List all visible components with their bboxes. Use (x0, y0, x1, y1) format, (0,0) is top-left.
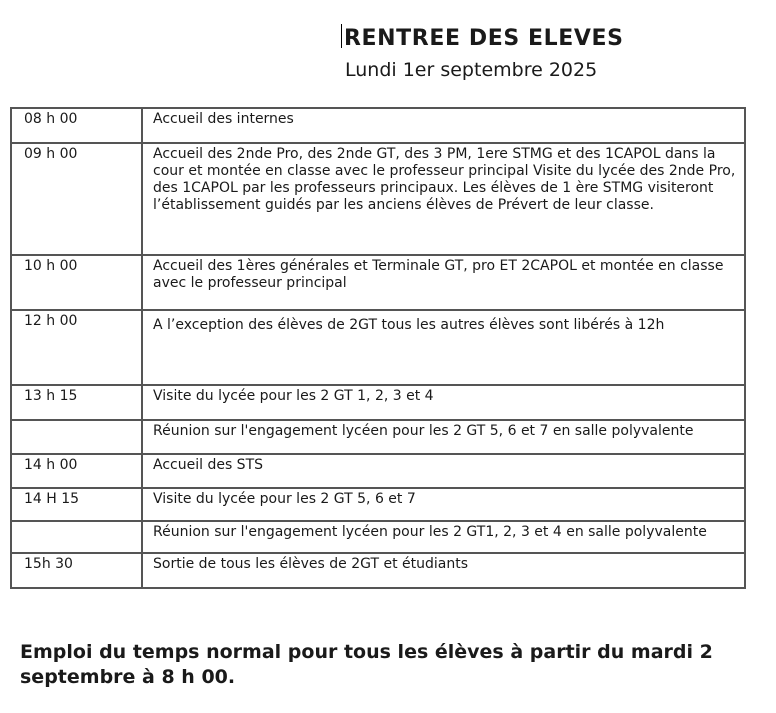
time-cell (11, 488, 142, 521)
activity-text: A l’exception des élèves de 2GT tous les autres élèves sont libérés à 12h (153, 317, 665, 333)
activity-cell (142, 255, 745, 310)
activity-cell (142, 385, 745, 420)
activity-cell (142, 108, 745, 143)
schedule-row (11, 420, 745, 454)
schedule-table (10, 107, 746, 589)
activity-text: Visite du lycée pour les 2 GT 1, 2, 3 et 4 (153, 388, 434, 404)
schedule-row (11, 521, 745, 553)
time-cell (11, 553, 142, 588)
activity-text: Réunion sur l'engagement lycéen pour les 2 GT 5, 6 et 7 en salle polyvalente (153, 423, 694, 439)
time-cell (11, 310, 142, 385)
time-cell (11, 385, 142, 420)
schedule-row (11, 553, 745, 588)
time-text: 13 h 15 (24, 388, 78, 404)
text-cursor (341, 24, 342, 48)
activity-cell (142, 454, 745, 488)
schedule-row (11, 454, 745, 488)
time-cell (11, 108, 142, 143)
time-text (24, 522, 141, 524)
activity-text: Accueil des 2nde Pro, des 2nde GT, des 3 PM, 1ere STMG et des 1CAPOL dans la cour et montée en classe avec le professeur principal Visite du lycée des 2nde Pro, des 1CAPOL par les professeurs principaux. Les élèves de 1 ère STMG visiteront l’établissement guidés par les anciens élèves de Prévert de leur classe. (153, 146, 736, 213)
activity-cell (142, 521, 745, 553)
time-cell (11, 143, 142, 255)
title-text: RENTREE DES ELEVES (344, 26, 624, 51)
time-cell (11, 521, 142, 553)
activity-text: Sortie de tous les élèves de 2GT et étudiants (153, 556, 469, 572)
time-cell (11, 255, 142, 310)
time-text: 12 h 00 (24, 313, 78, 329)
activity-text: Réunion sur l'engagement lycéen pour les 2 GT1, 2, 3 et 4 en salle polyvalente (153, 524, 707, 540)
schedule-row (11, 310, 745, 385)
activity-cell (142, 310, 745, 385)
time-text: 09 h 00 (24, 146, 78, 162)
schedule-row (11, 488, 745, 521)
time-text: 10 h 00 (24, 258, 78, 274)
activity-text: Accueil des internes (153, 111, 294, 127)
schedule-row (11, 108, 745, 143)
schedule-row (11, 255, 745, 310)
activity-text: Accueil des STS (153, 457, 264, 473)
page-date: Lundi 1er septembre 2025 (345, 59, 598, 81)
page-title (341, 24, 624, 51)
activity-cell (142, 488, 745, 521)
time-text: 14 h 00 (24, 457, 78, 473)
footer-note: Emploi du temps normal pour tous les élèves à partir du mardi 2 septembre à 8 h 00. (20, 641, 713, 688)
schedule-row (11, 385, 745, 420)
time-text: 08 h 00 (24, 111, 78, 127)
activity-cell (142, 143, 745, 255)
time-text: 14 H 15 (24, 491, 80, 507)
activity-text: Visite du lycée pour les 2 GT 5, 6 et 7 (153, 491, 416, 507)
time-text (24, 421, 141, 423)
schedule-row (11, 143, 745, 255)
activity-text: Accueil des 1ères générales et Terminale GT, pro ET 2CAPOL et montée en classe avec le professeur principal (153, 258, 724, 291)
activity-cell (142, 553, 745, 588)
time-cell (11, 454, 142, 488)
time-text: 15h 30 (24, 556, 73, 572)
activity-cell (142, 420, 745, 454)
time-cell (11, 420, 142, 454)
